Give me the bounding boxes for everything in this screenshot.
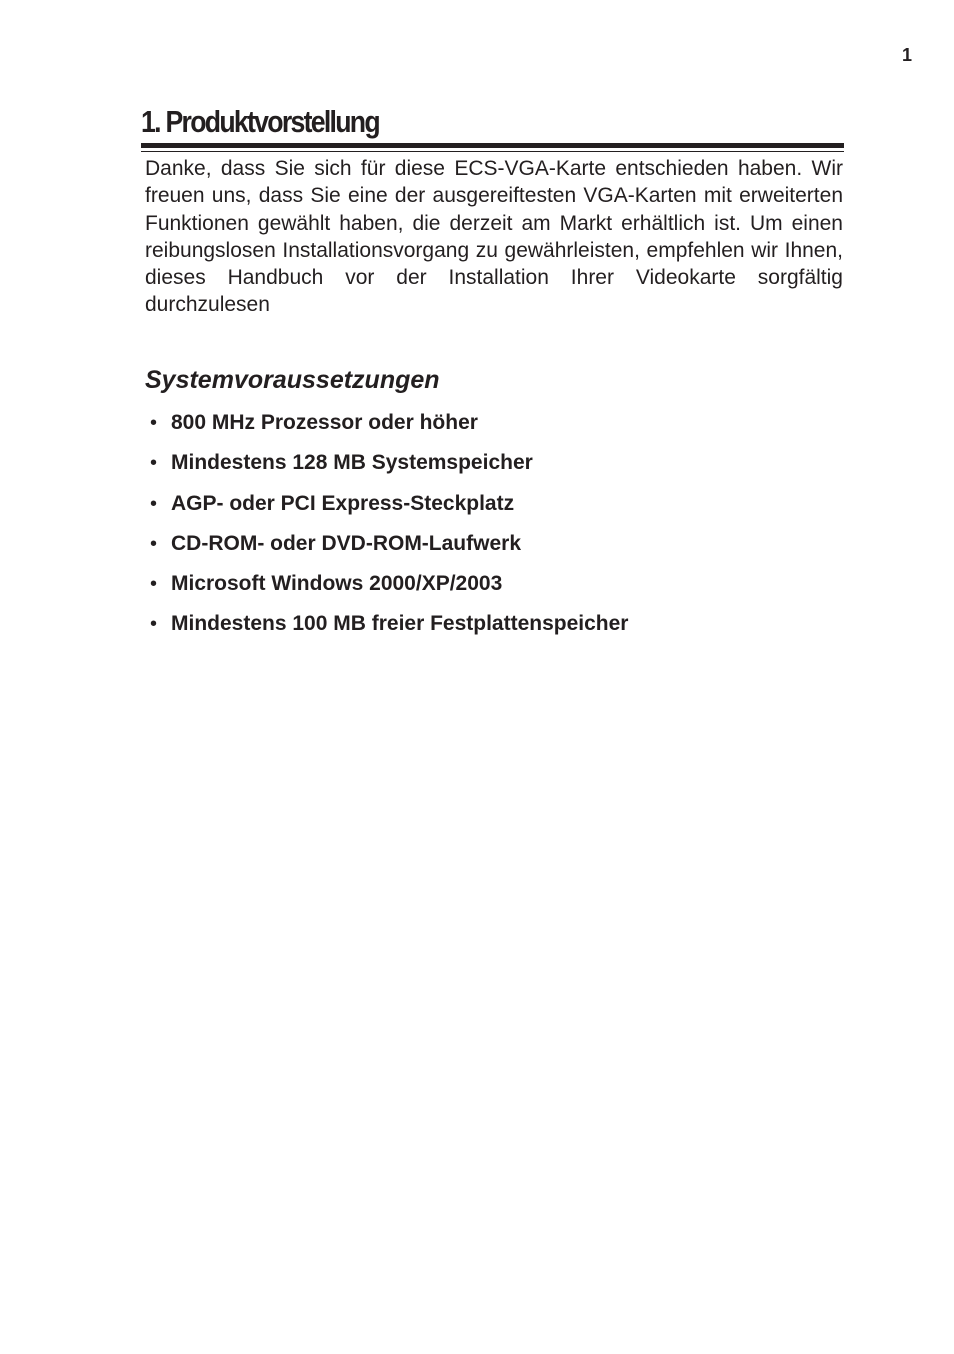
requirement-text: AGP- oder PCI Express-Steckplatz <box>171 491 515 515</box>
list-item <box>150 486 628 526</box>
bullet-icon: • <box>150 573 158 596</box>
bullet-icon: • <box>150 492 158 515</box>
bullet-icon: • <box>150 613 158 636</box>
requirement-text: Mindestens 128 MB Systemspeicher <box>171 451 533 475</box>
list-item <box>150 405 628 445</box>
requirements-list <box>150 405 628 647</box>
list-item <box>150 606 628 646</box>
bullet-icon: • <box>150 452 158 475</box>
requirement-text: 800 MHz Prozessor oder höher <box>171 411 478 434</box>
list-item <box>150 566 628 606</box>
title-rule-thick <box>141 143 844 148</box>
section-heading-requirements: Systemvoraussetzungen <box>145 366 440 394</box>
requirement-text: Mindestens 100 MB freier Festplattenspeicher <box>171 612 629 636</box>
list-item <box>150 526 628 566</box>
requirement-text: CD-ROM- oder DVD-ROM-Laufwerk <box>171 531 521 555</box>
list-item <box>150 445 628 485</box>
chapter-title: 1. Produktvorstellung <box>141 104 379 139</box>
requirement-text: Microsoft Windows 2000/XP/2003 <box>171 572 503 596</box>
bullet-icon: • <box>150 412 158 434</box>
bullet-icon: • <box>150 532 158 555</box>
title-rule-thin <box>141 151 844 152</box>
intro-paragraph: Danke, dass Sie sich für diese ECS-VGA-Karte entschieden haben. Wir freuen uns, dass Sie eine der ausgereiftesten VGA-Karten mit erweiterten Funktionen gewählt haben, die derzeit am Markt erhältlich ist. Um einen reibungslosen Installationsvorgang zu gewährleisten, empfehlen wir Ihnen, dieses Handbuch vor der Installation Ihrer Videokarte sorgfältig durchzulesen <box>145 157 843 317</box>
page-number: 1 <box>902 45 913 65</box>
